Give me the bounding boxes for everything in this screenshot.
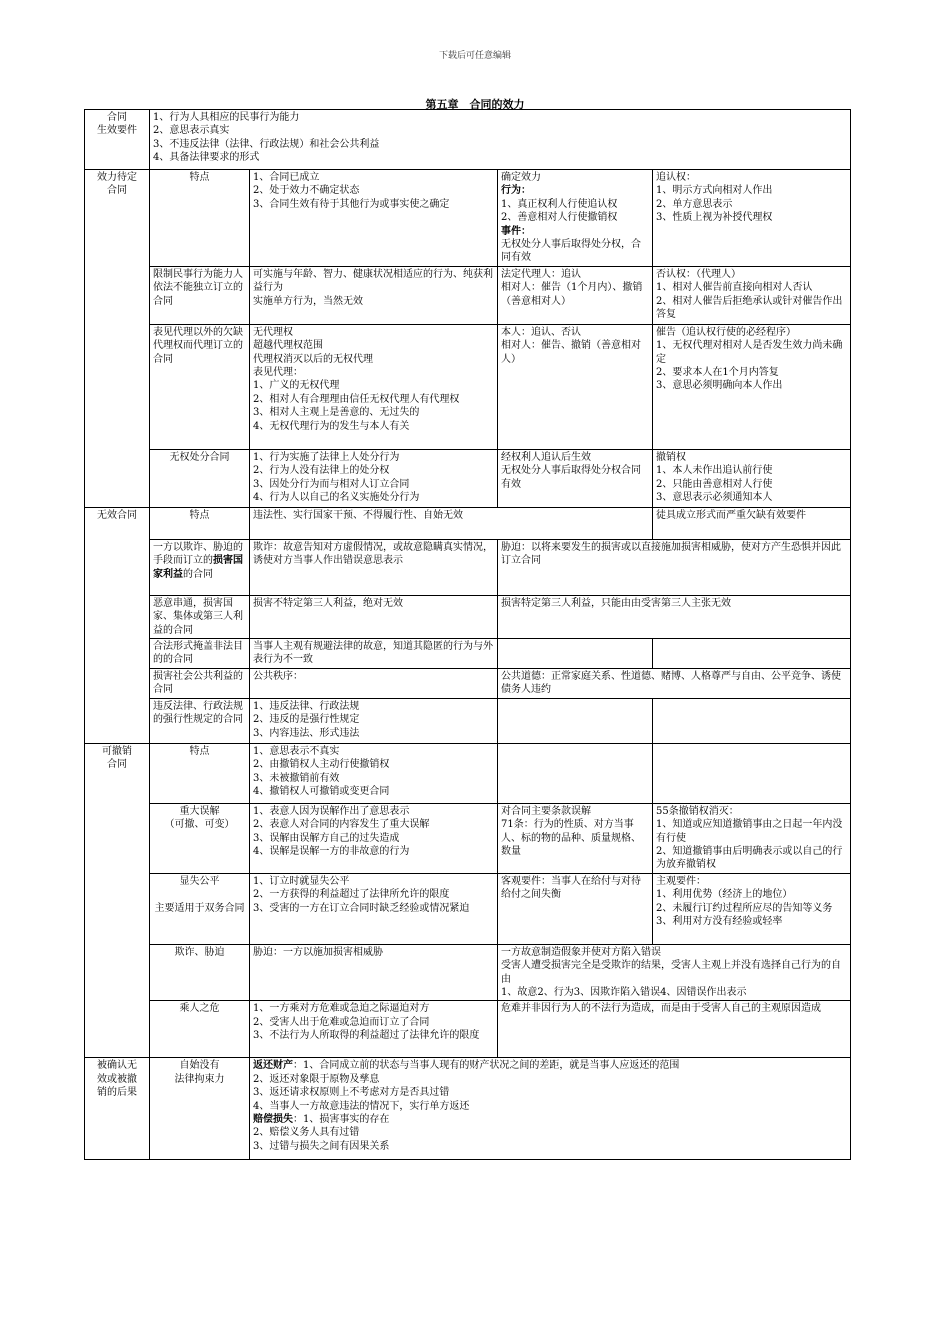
- void-row-public-interest: [85, 668, 851, 698]
- voidable-row-fraud: [85, 944, 851, 1001]
- void-fraud-c23: 胁迫：以将来要发生的损害或以直接施加损害相威胁，使对方产生恐惧并因此订立合同: [498, 539, 851, 595]
- contract-effect-table: [84, 109, 851, 1160]
- pending-noagency-c3: 催告（追认权行使的必经程序） 1、无权代理对相对人是否发生效力尚未确定 2、要求本人在1个月内答复 3、意思必须明确向本人作出: [653, 324, 851, 449]
- voidable-distress-c23: 危难并非因行为人的不法行为造成，而是由于受害人自己的主观原因造成: [498, 1001, 851, 1058]
- voidable-row-features: [85, 743, 851, 803]
- void-public-c1: 公共秩序：: [250, 668, 498, 698]
- consequence-row: [85, 1058, 851, 1160]
- category-pending: 效力待定 合同: [85, 170, 150, 508]
- void-sub-violation: 违反法律、行政法规的强行性规定的合同: [150, 698, 250, 743]
- void-violation-c1: 1、违反法律、行政法规 2、违反的是强行性规定 3、内容违法、形式违法: [250, 698, 498, 743]
- pending-row-unauthorized-disposal: [85, 449, 851, 507]
- compensation-title: 赔偿损失: [253, 1113, 293, 1125]
- void-features-c12: 违法性、实行国家干预、不得履行性、自始无效: [250, 507, 653, 539]
- pending-limited-c2: 法定代理人：追认 相对人：催告（1个月内）、撤销（善意相对人）: [498, 266, 653, 324]
- voidable-row-unfair: [85, 873, 851, 944]
- void-disguise-c1: 当事人主观有规避法律的故意，知道其隐匿的行为与外表行为不一致: [250, 639, 498, 669]
- void-collusion-c23: 损害特定第三人利益，只能由由受害第三人主张无效: [498, 595, 851, 638]
- pending-row-no-agency: [85, 324, 851, 449]
- void-sub-fraud: 一方以欺诈、胁迫的手段而订立的损害国家利益的合同: [150, 539, 250, 595]
- header-note: 下载后可任意编辑: [438, 51, 511, 61]
- voidable-fraud-c1: 胁迫：一方以施加损害相威胁: [250, 944, 498, 1001]
- pending-features-c3: 追认权： 1、明示方式向相对人作出 2、单方意思表示 3、性质上视为补授代理权: [653, 170, 851, 267]
- effective-row: [85, 110, 851, 170]
- void-violation-c3: [653, 698, 851, 743]
- return-property-title: 返还财产: [253, 1060, 293, 1072]
- void-sub-disguise: 合法形式掩盖非法目的的合同: [150, 639, 250, 669]
- pending-noagency-c2: 本人：追认、否认 相对人：催告、撤销（善意相对人）: [498, 324, 653, 449]
- void-disguise-c2: [498, 639, 653, 669]
- void-sub-features: 特点: [150, 507, 250, 539]
- void-row-violation: [85, 698, 851, 743]
- pending-row-limited-capacity: [85, 266, 851, 324]
- effective-requirements: 1、行为人具相应的民事行为能力 2、意思表示真实 3、不违反法律（法律、行政法规）和社会公共利益 4、具备法律要求的形式: [150, 110, 851, 170]
- void-row-collusion: [85, 595, 851, 638]
- document-title: 第五章 合同的效力: [425, 98, 525, 111]
- category-void: 无效合同: [85, 507, 150, 743]
- voidable-sub-mistake: 重大误解 （可撤、可变）: [150, 803, 250, 873]
- voidable-row-distress: [85, 1001, 851, 1058]
- void-disguise-c3: [653, 639, 851, 669]
- void-features-c3: 徒具成立形式而严重欠缺有效要件: [653, 507, 851, 539]
- pending-disposal-c1: 1、行为实施了法律上人处分行为 2、行为人没有法律上的处分权 3、因处分行为而与相对人订立合同 4、行为人以自己的名义实施处分行为: [250, 449, 498, 507]
- void-fraud-c1: 欺诈：故意告知对方虚假情况，或故意隐瞒真实情况，诱使对方当事人作出错误意思表示: [250, 539, 498, 595]
- pending-sub-unauthorized-disposal: 无权处分合同: [150, 449, 250, 507]
- void-row-disguise: [85, 639, 851, 669]
- voidable-mistake-c2: 对合同主要条款误解 71条：行为的性质、对方当事人、标的物的品种、质量规格、数量: [498, 803, 653, 873]
- voidable-mistake-c1: 1、表意人因为误解作出了意思表示 2、表意人对合同的内容发生了重大误解 3、误解由误解方自己的过失造成 4、误解是误解一方的非故意的行为: [250, 803, 498, 873]
- voidable-distress-c1: 1、一方乘对方危难或急迫之际逼迫对方 2、受害人出于危难或急迫而订立了合同 3、不法行为人所取得的利益超过了法律允许的限度: [250, 1001, 498, 1058]
- pending-disposal-c3: 撤销权 1、本人未作出追认前行使 2、只能由善意相对人行使 3、意思表示必须通知本人: [653, 449, 851, 507]
- voidable-sub-fraud: 欺诈、胁迫: [150, 944, 250, 1001]
- void-sub-collusion: 恶意串通，损害国家、集体或第三人利益的合同: [150, 595, 250, 638]
- voidable-unfair-c3: 主观要件： 1、利用优势（经济上的地位） 2、未履行订约过程所应尽的告知等义务 3、利用对方没有经验或轻率: [653, 873, 851, 944]
- voidable-features-c1: 1、意思表示不真实 2、由撤销权人主动行使撤销权 3、未被撤销前有效 4、撤销权人可撤销或变更合同: [250, 743, 498, 803]
- pending-sub-features: 特点: [150, 170, 250, 267]
- pending-features-c2: 确定效力 行为： 1、真正权利人行使追认权 2、善意相对人行使撤销权 事件： 无权处分人事后取得处分权，合同有效: [498, 170, 653, 267]
- voidable-sub-features: 特点: [150, 743, 250, 803]
- voidable-unfair-c1: 1、订立时就显失公平 2、一方获得的利益超过了法律所允许的限度 3、受害的一方在订立合同时缺乏经验或情况紧迫: [250, 873, 498, 944]
- pending-limited-c3: 否认权：（代理人） 1、相对人催告前直接向相对人否认 2、相对人催告后拒绝承认或针对催告作出答复: [653, 266, 851, 324]
- voidable-unfair-c2: 客观要件：当事人在给付与对待给付之间失衡: [498, 873, 653, 944]
- pending-noagency-c1: 无代理权 超越代理权范围 代理权消灭以后的无权代理 表见代理： 1、广义的无权代理 2、相对人有合理理由信任无权代理人有代理权 3、相对人主观上是善意的、无过失的 4、无权代理行为的发生与本人有关: [250, 324, 498, 449]
- pending-sub-no-agency: 表见代理以外的欠缺代理权而代理订立的合同: [150, 324, 250, 449]
- pending-row-features: [85, 170, 851, 267]
- category-voidable: 可撤销 合同: [85, 743, 150, 1058]
- voidable-features-c2: [498, 743, 653, 803]
- voidable-sub-unfair: 显失公平 主要适用于双务合同: [150, 873, 250, 944]
- pending-sub-limited-capacity: 限制民事行为能力人依法不能独立订立的合同: [150, 266, 250, 324]
- pending-limited-c1: 可实施与年龄、智力、健康状况相适应的行为、纯获利益行为 实施单方行为，当然无效: [250, 266, 498, 324]
- category-consequences: 被确认无 效或被撤 销的后果: [85, 1058, 150, 1160]
- voidable-features-c3: [653, 743, 851, 803]
- pending-disposal-c2: 经权利人追认后生效 无权处分人事后取得处分权合同有效: [498, 449, 653, 507]
- category-effective: 合同 生效要件: [85, 110, 150, 170]
- void-row-features: [85, 507, 851, 539]
- voidable-sub-distress: 乘人之危: [150, 1001, 250, 1058]
- void-row-fraud: [85, 539, 851, 595]
- void-sub-public-interest: 损害社会公共利益的合同: [150, 668, 250, 698]
- voidable-mistake-c3: 55条撤销权消灭： 1、知道或应知道撤销事由之日起一年内没有行使 2、知道撤销事由后明确表示或以自己的行为放弃撤销权: [653, 803, 851, 873]
- consequence-sub: 自始没有 法律拘束力: [150, 1058, 250, 1160]
- voidable-fraud-c23: 一方故意制造假象并使对方陷入错误 受害人遭受损害完全是受欺诈的结果，受害人主观上并没有选择自己行为的自由 1、故意2、行为3、因欺诈陷入错误4、因错误作出表示: [498, 944, 851, 1001]
- voidable-row-mistake: [85, 803, 851, 873]
- void-violation-c2: [498, 698, 653, 743]
- void-collusion-c1: 损害不特定第三人利益，绝对无效: [250, 595, 498, 638]
- void-public-c23: 公共道德：正常家庭关系、性道德、赌博、人格尊严与自由、公平竞争、诱使债务人违约: [498, 668, 851, 698]
- consequence-content: 返还财产：1、合同成立前的状态与当事人现有的财产状况之间的差距，就是当事人应返还的范围 2、返还对象限于原物及孳息 3、返还请求权原则上不考虑对方是否具过错 4、当事人一方故意违法的情况下，实行单方返还 赔偿损失：1、损害事实的存在 2、赔偿义务人具有过错 3、过错与损失之间有因果关系: [250, 1058, 851, 1160]
- pending-features-c1: 1、合同已成立 2、处于效力不确定状态 3、合同生效有待于其他行为或事实使之确定: [250, 170, 498, 267]
